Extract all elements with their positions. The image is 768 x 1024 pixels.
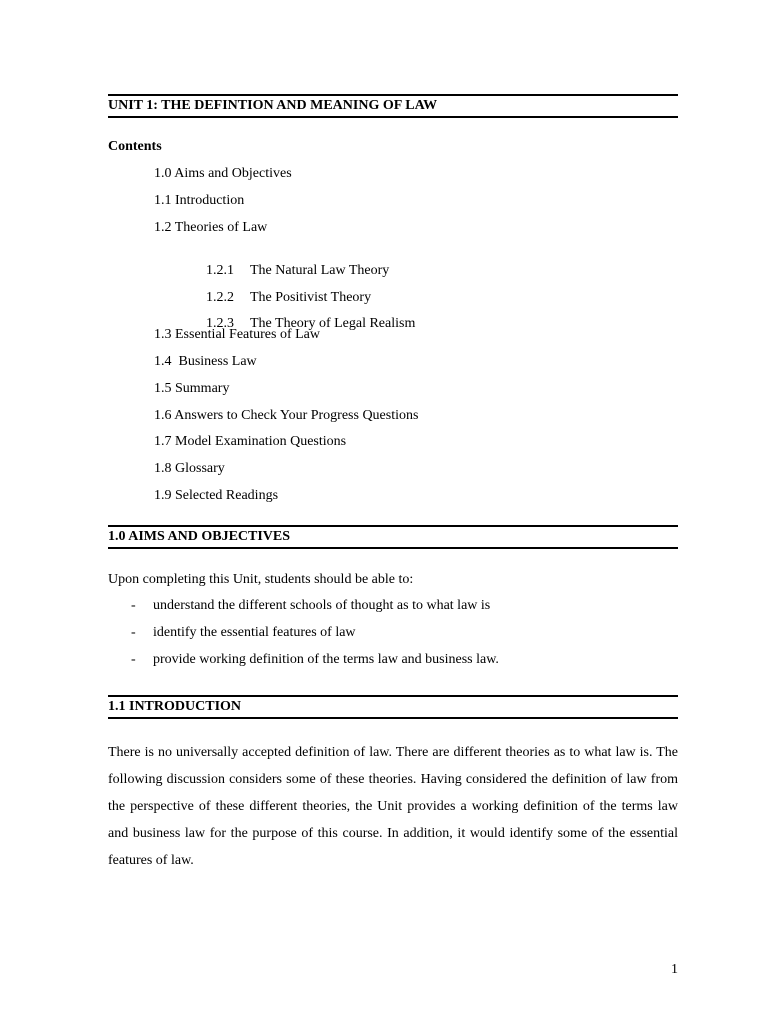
toc-subitem-label: The Natural Law Theory bbox=[250, 263, 390, 278]
list-item-text: identify the essential features of law bbox=[153, 625, 356, 640]
list-item-text: provide working definition of the terms law and business law. bbox=[153, 652, 499, 667]
toc-item: 1.2 Theories of Law bbox=[154, 220, 268, 235]
toc-item: 1.0 Aims and Objectives bbox=[154, 166, 292, 181]
toc-item: 1.3 Essential Features of Law bbox=[154, 327, 321, 342]
toc-subitem-label: The Theory of Legal Realism bbox=[250, 316, 416, 331]
toc-item: 1.9 Selected Readings bbox=[154, 488, 279, 503]
contents-label: Contents bbox=[108, 139, 162, 154]
toc-item: 1.7 Model Examination Questions bbox=[154, 434, 347, 449]
toc-item: 1.4 Business Law bbox=[154, 354, 257, 369]
page-title: UNIT 1: THE DEFINTION AND MEANING OF LAW bbox=[108, 94, 678, 118]
toc-subitem-number: 1.2.3 bbox=[206, 316, 234, 331]
section-heading-aims: 1.0 AIMS AND OBJECTIVES bbox=[108, 525, 678, 549]
toc-item: 1.6 Answers to Check Your Progress Questions bbox=[154, 408, 419, 423]
bullet-marker: - bbox=[131, 625, 136, 640]
toc-subitem-number: 1.2.1 bbox=[206, 263, 234, 278]
toc-item: 1.1 Introduction bbox=[154, 193, 245, 208]
toc-item: 1.8 Glossary bbox=[154, 461, 225, 476]
list-item-text: understand the different schools of thought as to what law is bbox=[153, 598, 491, 613]
page-number: 1 bbox=[671, 962, 678, 977]
toc-item: 1.5 Summary bbox=[154, 381, 230, 396]
toc-subitem-number: 1.2.2 bbox=[206, 290, 234, 305]
bullet-marker: - bbox=[131, 652, 136, 667]
bullet-marker: - bbox=[131, 598, 136, 613]
section-heading-introduction: 1.1 INTRODUCTION bbox=[108, 695, 678, 719]
toc-subitem-label: The Positivist Theory bbox=[250, 290, 372, 305]
aims-intro: Upon completing this Unit, students should be able to: bbox=[108, 572, 414, 587]
introduction-paragraph: There is no universally accepted definition of law. There are different theories as to what law is. The following discussion considers some of these theories. Having considered the definition of law from the perspective of these different theories, the Unit provides a working definition of the terms law and business law for the purpose of this course. In addition, it would identify some of the essential features of law. bbox=[108, 745, 678, 868]
